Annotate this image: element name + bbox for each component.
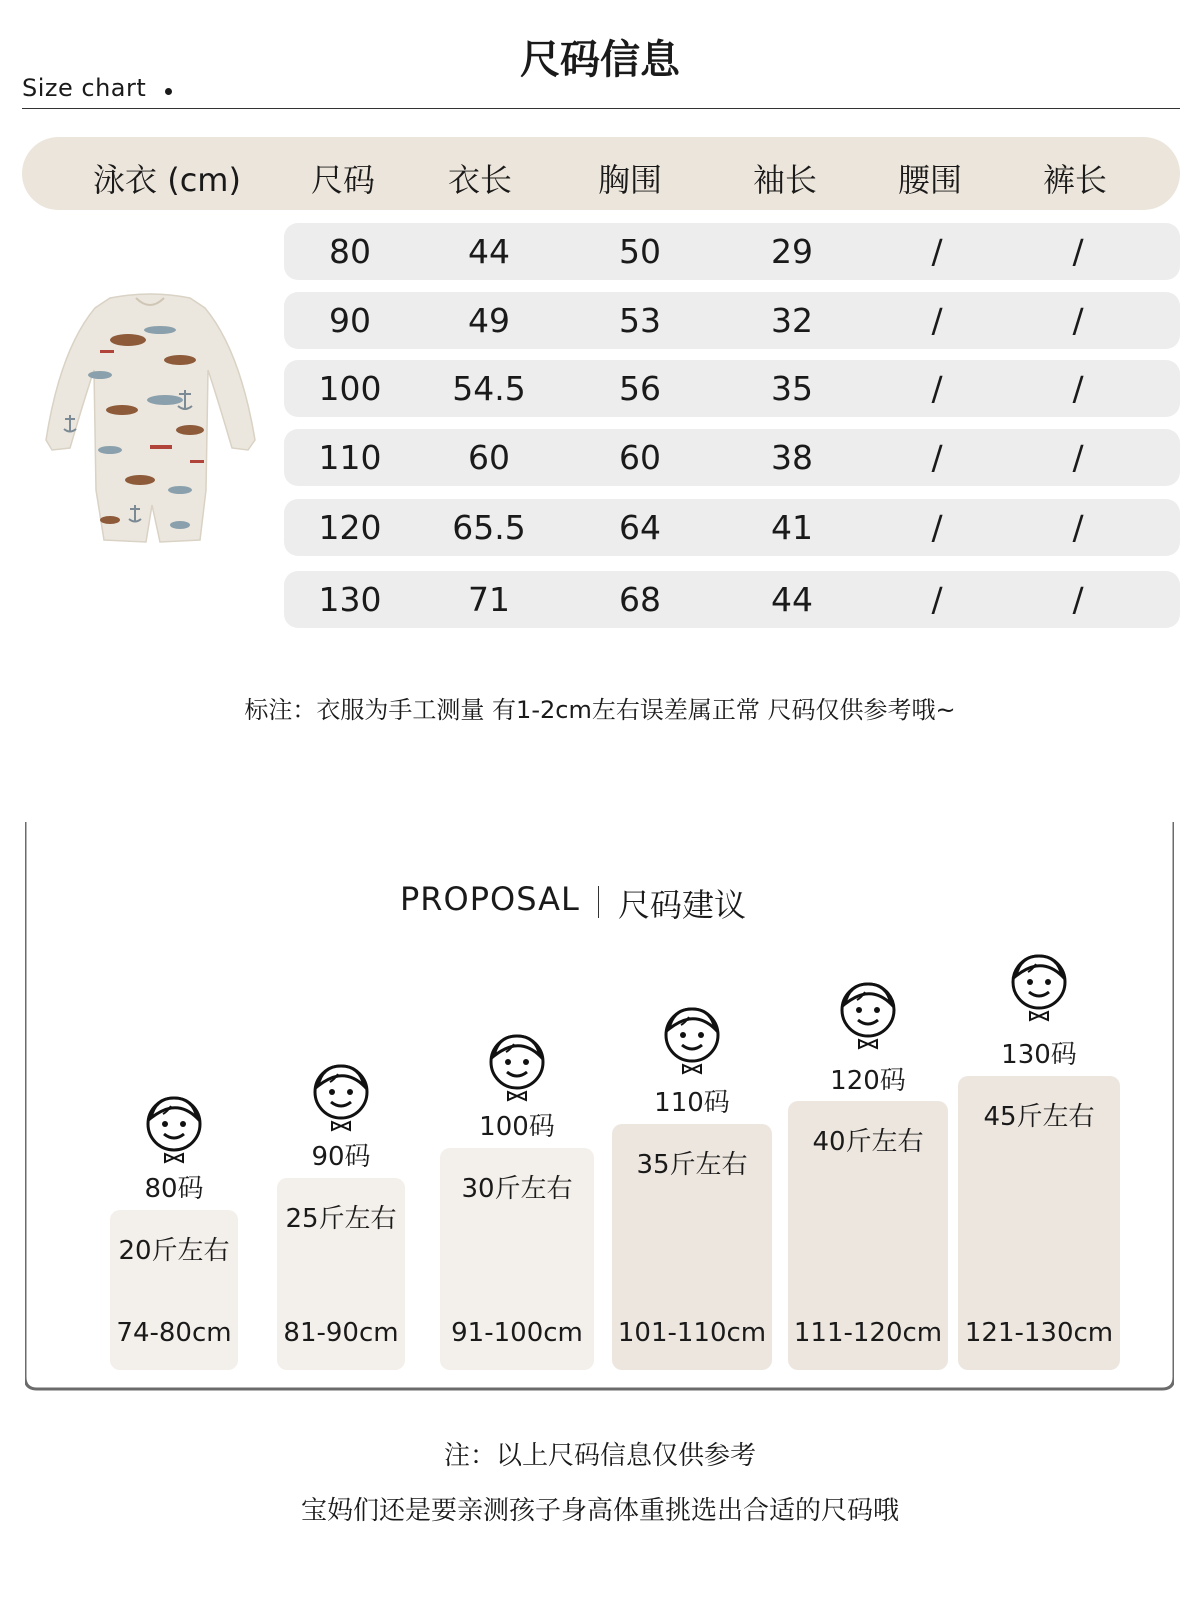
table-cell: 71	[468, 580, 510, 619]
suggested-size-label: 120码	[830, 1066, 906, 1096]
table-cell: 41	[771, 508, 813, 547]
table-cell: 120	[318, 508, 382, 547]
size-suggestion-bar	[440, 1148, 594, 1370]
table-cell: /	[931, 232, 943, 271]
measurement-note: 标注：衣服为手工测量 有1-2cm左右误差属正常 尺码仅供参考哦~	[244, 696, 956, 724]
table-cell: /	[1072, 438, 1084, 477]
height-range-label: 91-100cm	[451, 1318, 583, 1348]
table-cell: /	[1072, 580, 1084, 619]
table-cell: 32	[771, 301, 813, 340]
table-cell: /	[931, 301, 943, 340]
suggested-size-label: 80码	[144, 1174, 204, 1204]
weight-range-label: 30斤左右	[461, 1174, 573, 1204]
table-cell: 68	[619, 580, 661, 619]
table-cell: 56	[619, 369, 661, 408]
suggested-size-label: 110码	[654, 1088, 730, 1118]
table-header-pants-length: 裤长	[1042, 161, 1107, 199]
title-divider	[598, 886, 599, 918]
weight-range-label: 45斤左右	[983, 1102, 1095, 1132]
table-cell: 100	[318, 369, 382, 408]
table-header-category: 泳衣 (cm)	[93, 161, 241, 199]
table-cell: 54.5	[452, 369, 526, 408]
table-cell: /	[931, 438, 943, 477]
child-face-icon	[141, 1092, 207, 1168]
table-cell: /	[931, 508, 943, 547]
swimsuit-image	[40, 290, 260, 560]
table-cell: 110	[318, 438, 382, 477]
table-cell: 38	[771, 438, 813, 477]
bullet-dot	[165, 88, 172, 95]
child-face-icon	[835, 978, 901, 1054]
size-suggestion-bar	[612, 1124, 772, 1370]
child-face-icon	[484, 1030, 550, 1106]
table-cell: /	[1072, 232, 1084, 271]
child-face-icon	[1006, 950, 1072, 1026]
height-range-label: 74-80cm	[116, 1318, 232, 1348]
table-cell: /	[1072, 301, 1084, 340]
suggested-size-label: 100码	[479, 1112, 555, 1142]
proposal-title-en: PROPOSAL	[400, 880, 580, 918]
table-cell: 29	[771, 232, 813, 271]
table-cell: 44	[771, 580, 813, 619]
table-cell: 53	[619, 301, 661, 340]
table-cell: 80	[329, 232, 371, 271]
table-cell: 50	[619, 232, 661, 271]
size-chart-label: Size chart	[22, 74, 147, 102]
height-range-label: 101-110cm	[617, 1318, 767, 1348]
table-cell: 65.5	[452, 508, 526, 547]
height-range-label: 81-90cm	[283, 1318, 399, 1348]
table-cell: /	[931, 369, 943, 408]
height-range-label: 121-130cm	[964, 1318, 1114, 1348]
table-header-waist: 腰围	[897, 161, 962, 199]
table-cell: 35	[771, 369, 813, 408]
proposal-title-cn: 尺码建议	[618, 886, 747, 924]
table-cell: 60	[468, 438, 510, 477]
table-cell: /	[1072, 369, 1084, 408]
weight-range-label: 35斤左右	[636, 1150, 748, 1180]
page-title: 尺码信息	[520, 37, 680, 83]
table-cell: 130	[318, 580, 382, 619]
table-header-chest: 胸围	[597, 161, 662, 199]
header-divider	[22, 108, 1180, 109]
table-header-size: 尺码	[310, 161, 375, 199]
table-cell: /	[931, 580, 943, 619]
weight-range-label: 40斤左右	[812, 1127, 924, 1157]
measure-advice-note: 宝妈们还是要亲测孩子身高体重挑选出合适的尺码哦	[300, 1496, 899, 1526]
weight-range-label: 25斤左右	[285, 1204, 397, 1234]
reference-note: 注：以上尺码信息仅供参考	[443, 1441, 756, 1471]
height-range-label: 111-120cm	[793, 1318, 943, 1348]
size-suggestion-bar	[958, 1076, 1120, 1370]
suggested-size-label: 90码	[311, 1142, 371, 1172]
size-suggestion-bar	[277, 1178, 405, 1370]
table-cell: 60	[619, 438, 661, 477]
size-suggestion-bar	[110, 1210, 238, 1370]
child-face-icon	[659, 1003, 725, 1079]
table-cell: 90	[329, 301, 371, 340]
weight-range-label: 20斤左右	[118, 1236, 230, 1266]
size-suggestion-bar	[788, 1101, 948, 1370]
table-cell: /	[1072, 508, 1084, 547]
table-cell: 44	[468, 232, 510, 271]
table-cell: 64	[619, 508, 661, 547]
table-cell: 49	[468, 301, 510, 340]
table-header-sleeve: 袖长	[752, 161, 817, 199]
suggested-size-label: 130码	[1001, 1040, 1077, 1070]
child-face-icon	[308, 1060, 374, 1136]
table-header-length: 衣长	[447, 161, 512, 199]
